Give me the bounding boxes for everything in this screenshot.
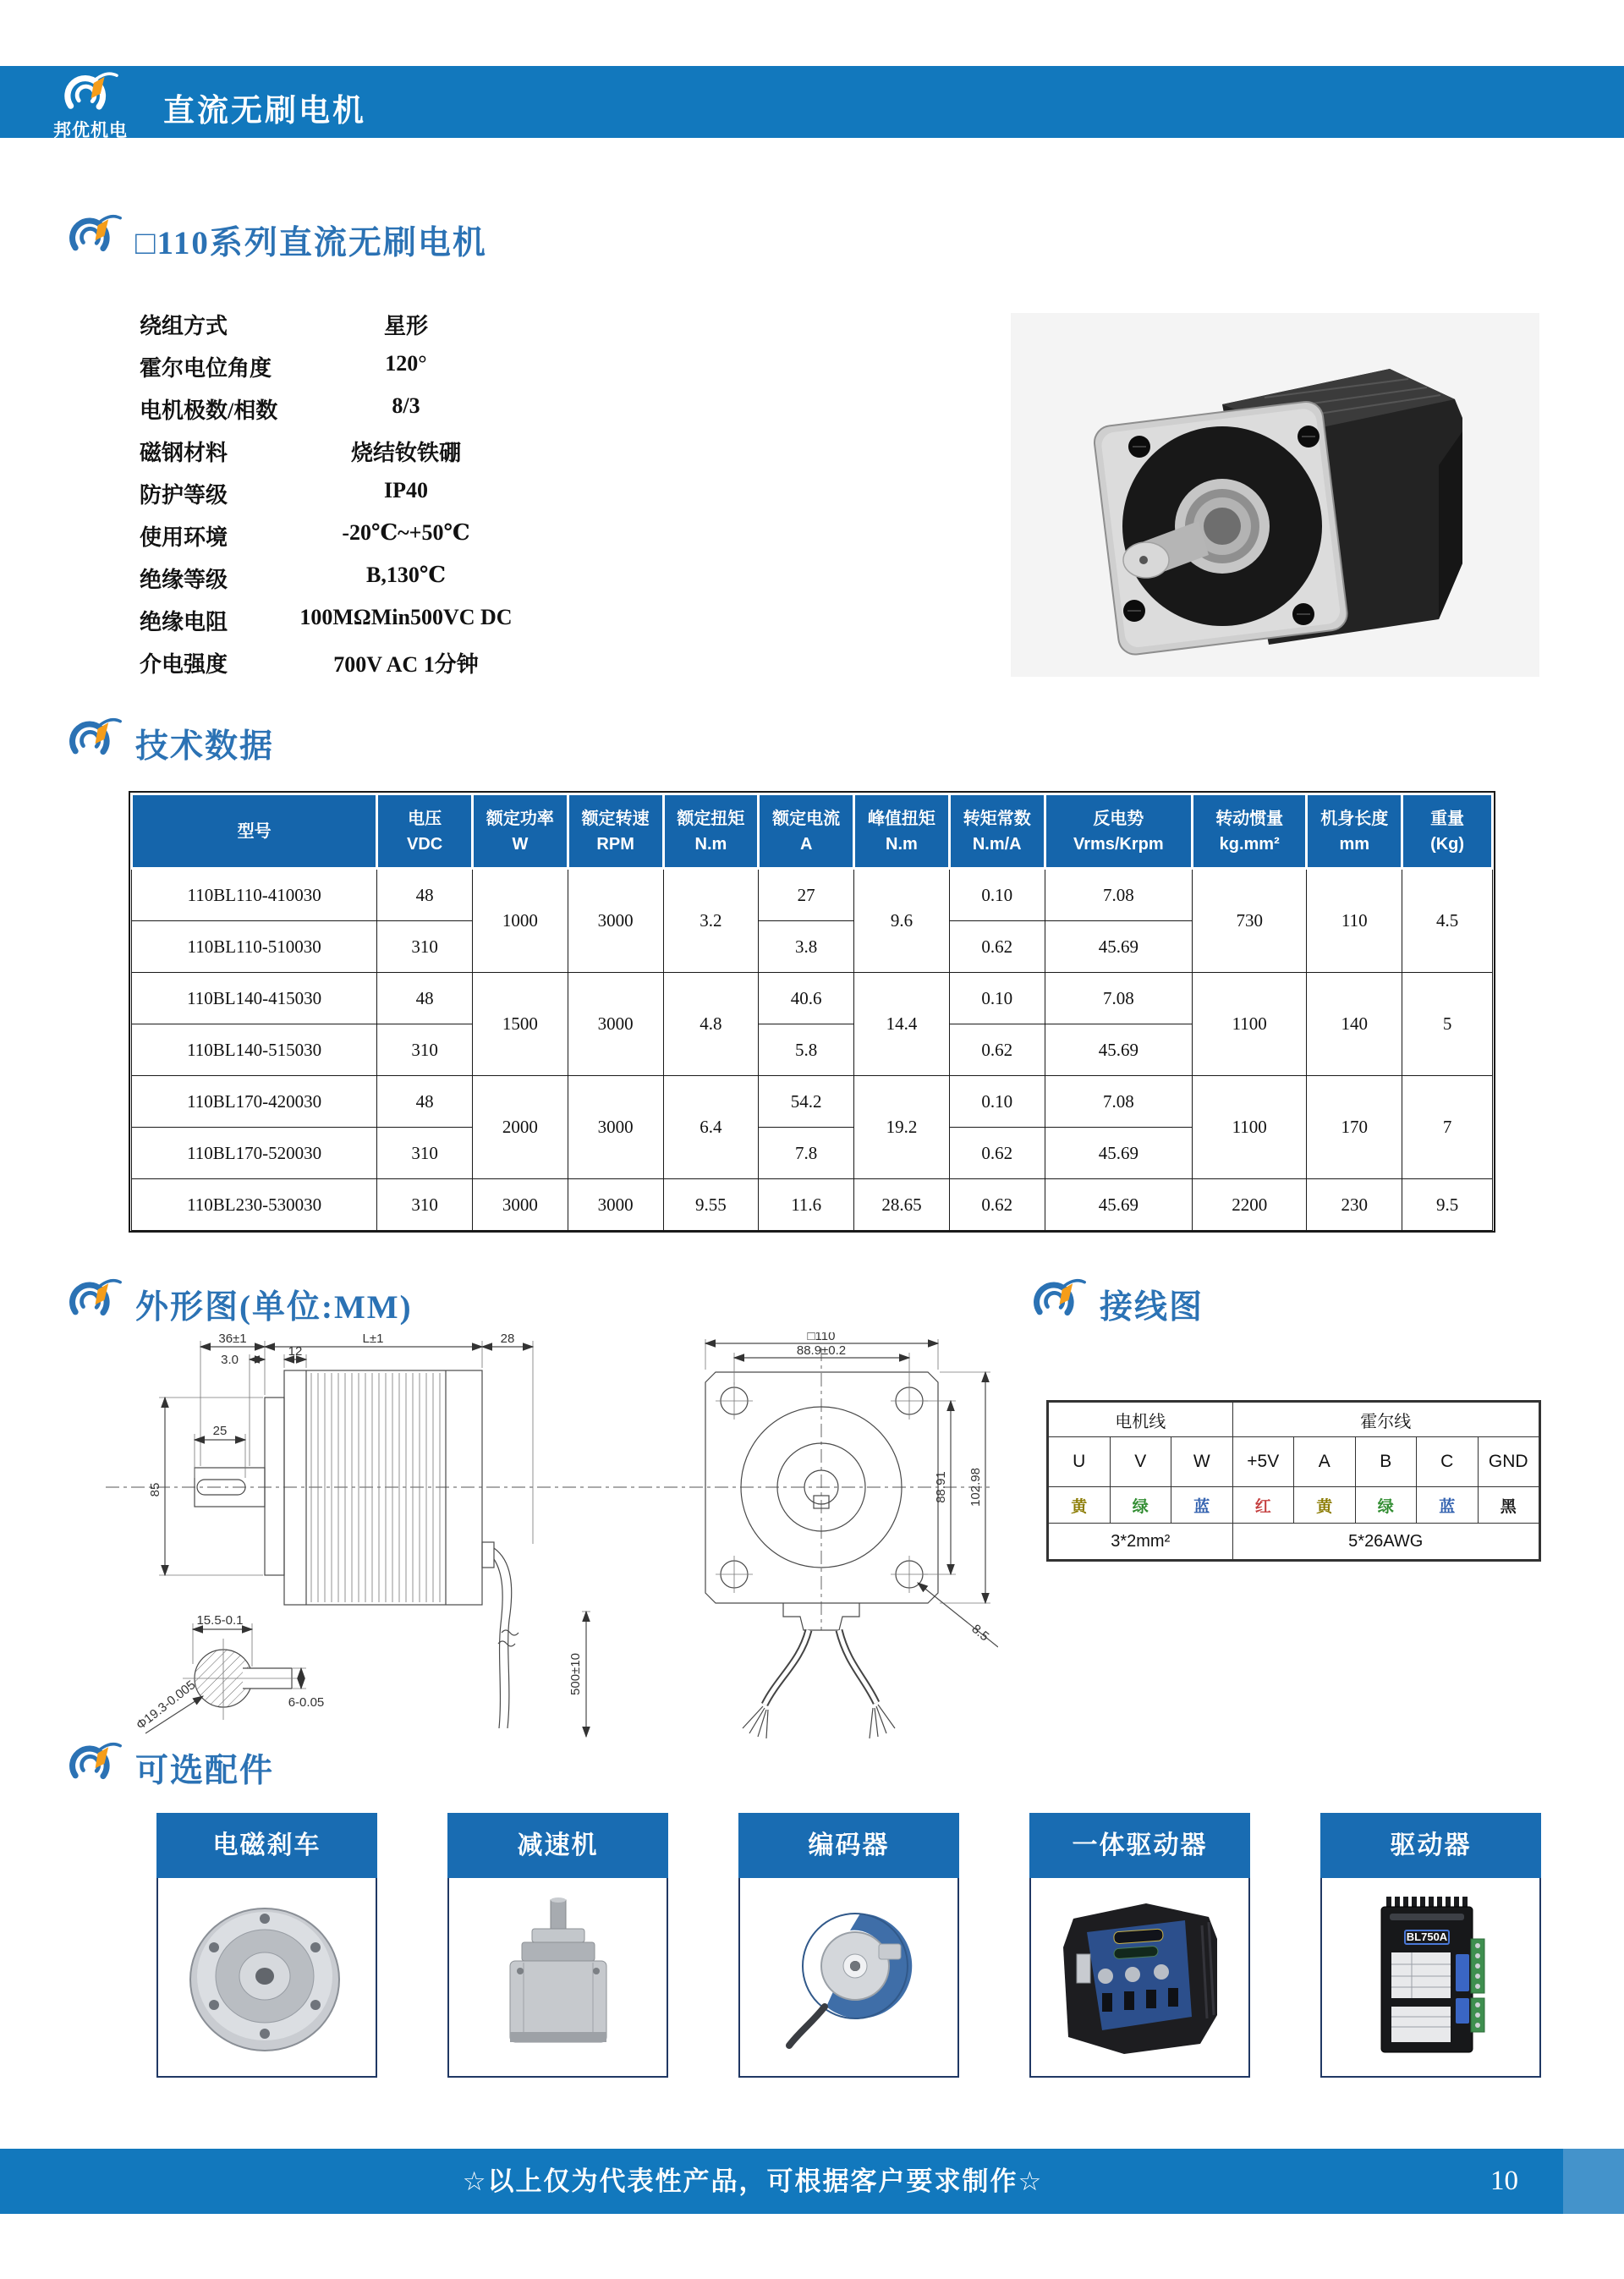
dim-label: 85 [148, 1482, 162, 1497]
dim-label: 15.5-0.1 [196, 1613, 244, 1628]
spec-value: -20℃~+50℃ [342, 520, 470, 545]
section-swirl-icon [61, 715, 127, 762]
tech-col-label: 转矩常数 [963, 809, 1031, 828]
dim-label: L±1 [362, 1332, 384, 1346]
tech-col-unit: (Kg) [1430, 834, 1465, 854]
tech-col-label: 额定扭矩 [677, 809, 745, 828]
tech-col-header [949, 794, 1045, 869]
tech-cell: 3000 [568, 1076, 663, 1179]
dim-label: 500±10 [568, 1653, 583, 1695]
outline-drawing [85, 1332, 998, 1751]
tech-cell: 0.62 [949, 1128, 1045, 1179]
tech-cell: 110BL110-410030 [132, 869, 377, 921]
tech-cell: 140 [1307, 973, 1402, 1076]
tech-col-header [568, 794, 663, 869]
wiring-pin: C [1417, 1437, 1479, 1487]
tech-cell: 0.62 [949, 1024, 1045, 1076]
tech-col-unit: A [799, 834, 813, 854]
tech-col-header [1402, 794, 1493, 869]
tech-col-unit: N.m [694, 834, 727, 854]
tech-cell: 1500 [473, 973, 568, 1076]
tech-cell: 45.69 [1045, 921, 1192, 973]
page-title: 直流无刷电机 [163, 94, 366, 129]
tech-cell: 7.08 [1045, 1076, 1192, 1128]
footer-bar [0, 2149, 1624, 2214]
spec-label: 绝缘电阻 [140, 610, 228, 634]
wiring-color: 黄 [1294, 1487, 1356, 1524]
tech-cell: 54.2 [759, 1076, 854, 1128]
series-section-title: □110系列直流无刷电机 [135, 225, 487, 261]
spec-label: 绕组方式 [140, 314, 228, 338]
wiring-spec-row [1049, 1524, 1539, 1560]
wiring-color: 黄 [1049, 1487, 1111, 1524]
tech-col-header [1307, 794, 1402, 869]
tech-col-label: 转动惯量 [1215, 809, 1284, 828]
wiring-wire-spec: 5*26AWG [1232, 1524, 1539, 1560]
spec-label: 介电强度 [140, 652, 228, 677]
svg-text:BL750A [1406, 1930, 1447, 1943]
wiring-group-header: 电机线 [1049, 1403, 1233, 1437]
spec-row [140, 300, 579, 343]
tech-cell: 730 [1193, 869, 1307, 973]
encoder-photo [738, 1878, 959, 2078]
tech-cell: 9.6 [854, 869, 950, 973]
tech-cell: 0.10 [949, 973, 1045, 1024]
dim-label: 28 [500, 1332, 515, 1346]
tech-col-label: 机身长度 [1320, 809, 1389, 828]
tech-col-label: 重量 [1430, 809, 1465, 828]
spec-row [140, 470, 579, 512]
tech-col-unit: Vrms/Krpm [1073, 834, 1164, 854]
dim-label: □110 [807, 1332, 836, 1343]
tech-cell: 110 [1307, 869, 1402, 973]
spec-row [140, 639, 579, 681]
tech-cell: 0.62 [949, 1179, 1045, 1231]
spec-label: 使用环境 [140, 525, 228, 550]
tech-table-body [132, 869, 1493, 1231]
tech-cell: 110BL110-510030 [132, 921, 377, 973]
section-swirl-icon [61, 1276, 127, 1323]
footer-page-box [1563, 2149, 1624, 2214]
tech-cell: 310 [377, 1024, 473, 1076]
tech-cell: 45.69 [1045, 1128, 1192, 1179]
tech-cell: 310 [377, 1179, 473, 1231]
tech-col-label: 型号 [237, 821, 272, 841]
tech-cell: 6.4 [663, 1076, 759, 1179]
footer-note: ☆以上仅为代表性产品，可根据客户要求制作☆ [462, 2166, 1044, 2196]
dim-label: 3.0 [221, 1353, 239, 1367]
tech-cell: 3000 [568, 1179, 663, 1231]
tech-col-label: 反电势 [1093, 809, 1144, 828]
tech-cell: 45.69 [1045, 1024, 1192, 1076]
wiring-table [1046, 1400, 1541, 1562]
spec-row [140, 427, 579, 470]
tech-col-header [473, 794, 568, 869]
tech-col-label: 电压 [408, 809, 442, 828]
tech-col-header [854, 794, 950, 869]
spec-label: 霍尔电位角度 [140, 356, 272, 381]
tech-cell: 11.6 [759, 1179, 854, 1231]
tech-col-label: 额定转速 [581, 809, 650, 828]
dim-label: 8.5 [968, 1622, 992, 1645]
dim-label: 102.98 [968, 1468, 983, 1507]
tech-cell: 0.62 [949, 921, 1045, 973]
tech-cell: 0.10 [949, 869, 1045, 921]
tech-col-unit: VDC [407, 834, 443, 854]
wiring-pin: V [1110, 1437, 1171, 1487]
wiring-pin: +5V [1232, 1437, 1294, 1487]
accessory-card-title: 一体驱动器 [1029, 1813, 1250, 1878]
spec-row [140, 385, 579, 427]
tech-cell: 19.2 [854, 1076, 950, 1179]
spec-value: IP40 [384, 478, 428, 502]
tech-cell: 27 [759, 869, 854, 921]
tech-cell: 40.6 [759, 973, 854, 1024]
outline-section-title: 外形图(单位:MM) [135, 1289, 413, 1326]
tech-col-header [1045, 794, 1192, 869]
tech-cell: 3000 [473, 1179, 568, 1231]
tech-cell: 310 [377, 921, 473, 973]
spec-value: 8/3 [392, 393, 420, 418]
wiring-pin-row [1049, 1437, 1539, 1487]
tech-cell: 7.08 [1045, 869, 1192, 921]
tech-col-header [663, 794, 759, 869]
tech-cell: 9.5 [1402, 1179, 1493, 1231]
driver-photo [1320, 1878, 1541, 2078]
tech-table [129, 791, 1495, 1233]
accessory-card-title: 编码器 [738, 1813, 959, 1878]
wiring-color: 红 [1232, 1487, 1294, 1524]
tech-col-header [759, 794, 854, 869]
wiring-pin: A [1294, 1437, 1356, 1487]
tech-col-header [1193, 794, 1307, 869]
accessory-card-brake [156, 1813, 377, 2078]
tech-cell: 5.8 [759, 1024, 854, 1076]
tech-col-unit: kg.mm² [1219, 834, 1280, 854]
tech-cell: 48 [377, 869, 473, 921]
tech-cell: 5 [1402, 973, 1493, 1076]
tech-cell: 0.10 [949, 1076, 1045, 1128]
section-swirl-icon [1025, 1276, 1091, 1323]
wiring-pin: B [1355, 1437, 1417, 1487]
page-number: 10 [1490, 2166, 1518, 2196]
tech-cell: 48 [377, 973, 473, 1024]
accessory-card-integrated-driver [1029, 1813, 1250, 2078]
spec-label: 防护等级 [140, 483, 228, 508]
tech-cell: 2200 [1193, 1179, 1307, 1231]
tech-cell: 28.65 [854, 1179, 950, 1231]
spec-row [140, 343, 579, 385]
brand-swirl-icon [51, 69, 129, 117]
tech-cell: 170 [1307, 1076, 1402, 1179]
wiring-group-row [1049, 1403, 1539, 1437]
header-bar [0, 66, 1624, 138]
tech-cell: 45.69 [1045, 1179, 1192, 1231]
section-swirl-icon [61, 211, 127, 259]
wiring-section-title: 接线图 [1100, 1289, 1204, 1326]
spec-value: 100MΩMin500VC DC [299, 605, 513, 629]
tech-col-unit: N.m [886, 834, 918, 854]
dim-label: 88.9±0.2 [796, 1343, 847, 1358]
tech-col-unit: W [512, 834, 529, 854]
dim-label: 25 [212, 1424, 228, 1438]
brand-block [44, 68, 137, 140]
tech-cell: 48 [377, 1076, 473, 1128]
tech-cell: 7.8 [759, 1128, 854, 1179]
tech-table-row [132, 973, 1493, 1024]
accessory-card-title: 电磁刹车 [156, 1813, 377, 1878]
tech-cell: 14.4 [854, 973, 950, 1076]
spec-value: 星形 [383, 314, 428, 338]
spec-value: 120° [385, 351, 427, 376]
dim-label: Φ19.3-0.005 [133, 1678, 199, 1733]
dim-label: 88.91 [934, 1471, 948, 1503]
tech-cell: 310 [377, 1128, 473, 1179]
motor-photo [1011, 313, 1539, 677]
tech-cell: 1100 [1193, 1076, 1307, 1179]
wiring-color: 绿 [1110, 1487, 1171, 1524]
spec-value: 烧结钕铁硼 [350, 441, 461, 465]
tech-section-title: 技术数据 [135, 728, 275, 765]
tech-cell: 1100 [1193, 973, 1307, 1076]
spec-row [140, 512, 579, 554]
accessory-card-encoder [738, 1813, 959, 2078]
wiring-pin: U [1049, 1437, 1111, 1487]
wiring-color: 蓝 [1417, 1487, 1479, 1524]
integrated-driver-photo [1029, 1878, 1250, 2078]
accessory-card-driver [1320, 1813, 1541, 2078]
wiring-color: 绿 [1355, 1487, 1417, 1524]
wiring-color-row [1049, 1487, 1539, 1524]
tech-cell: 4.5 [1402, 869, 1493, 973]
tech-col-label: 额定功率 [486, 809, 554, 828]
tech-col-unit: RPM [596, 834, 634, 854]
wiring-group-header: 霍尔线 [1232, 1403, 1539, 1437]
tech-cell: 230 [1307, 1179, 1402, 1231]
tech-cell: 7 [1402, 1076, 1493, 1179]
spec-list [140, 300, 579, 681]
spec-row [140, 596, 579, 639]
tech-cell: 110BL170-520030 [132, 1128, 377, 1179]
dim-label: 36±1 [218, 1332, 247, 1346]
spec-label: 绝缘等级 [140, 568, 228, 592]
brake-photo [156, 1878, 377, 2078]
tech-col-label: 额定电流 [772, 809, 841, 828]
tech-cell: 3000 [568, 973, 663, 1076]
tech-table-row [132, 1179, 1493, 1231]
tech-cell: 110BL230-530030 [132, 1179, 377, 1231]
spec-value: 700V AC 1分钟 [333, 652, 479, 677]
wiring-pin: W [1171, 1437, 1233, 1487]
wiring-color: 黑 [1478, 1487, 1539, 1524]
tech-col-label: 峰值扭矩 [867, 809, 935, 828]
accessories-section-title: 可选配件 [135, 1753, 275, 1789]
accessory-card-title: 减速机 [447, 1813, 668, 1878]
wiring-pin: GND [1478, 1437, 1539, 1487]
dim-label: 6-0.05 [288, 1695, 325, 1710]
tech-table-header-row [132, 794, 1493, 869]
accessory-card-gearbox [447, 1813, 668, 2078]
tech-col-unit: mm [1339, 834, 1370, 854]
tech-cell: 9.55 [663, 1179, 759, 1231]
section-swirl-icon [61, 1739, 127, 1787]
driver-badge: BL750A [1406, 1930, 1447, 1943]
accessory-card-title: 驱动器 [1320, 1813, 1541, 1878]
tech-cell: 3000 [568, 869, 663, 973]
motor-photo-image [1011, 313, 1539, 677]
tech-cell: 7.08 [1045, 973, 1192, 1024]
tech-col-header [377, 794, 473, 869]
tech-table-row [132, 1076, 1493, 1128]
tech-cell: 110BL140-415030 [132, 973, 377, 1024]
tech-table-row [132, 869, 1493, 921]
spec-value: B,130℃ [366, 563, 446, 587]
dim-label: 12 [288, 1344, 303, 1359]
spec-label: 电机极数/相数 [140, 398, 278, 423]
tech-cell: 110BL170-420030 [132, 1076, 377, 1128]
brand-name: 邦优机电 [53, 121, 128, 140]
wiring-color: 蓝 [1171, 1487, 1233, 1524]
tech-cell: 1000 [473, 869, 568, 973]
tech-cell: 3.8 [759, 921, 854, 973]
spec-label: 磁钢材料 [140, 441, 228, 465]
wiring-wire-spec: 3*2mm² [1049, 1524, 1233, 1560]
tech-cell: 4.8 [663, 973, 759, 1076]
tech-cell: 2000 [473, 1076, 568, 1179]
spec-row [140, 554, 579, 596]
gearbox-photo [447, 1878, 668, 2078]
tech-col-unit: N.m/A [972, 834, 1022, 854]
tech-col-header [132, 794, 377, 869]
tech-cell: 110BL140-515030 [132, 1024, 377, 1076]
tech-cell: 3.2 [663, 869, 759, 973]
